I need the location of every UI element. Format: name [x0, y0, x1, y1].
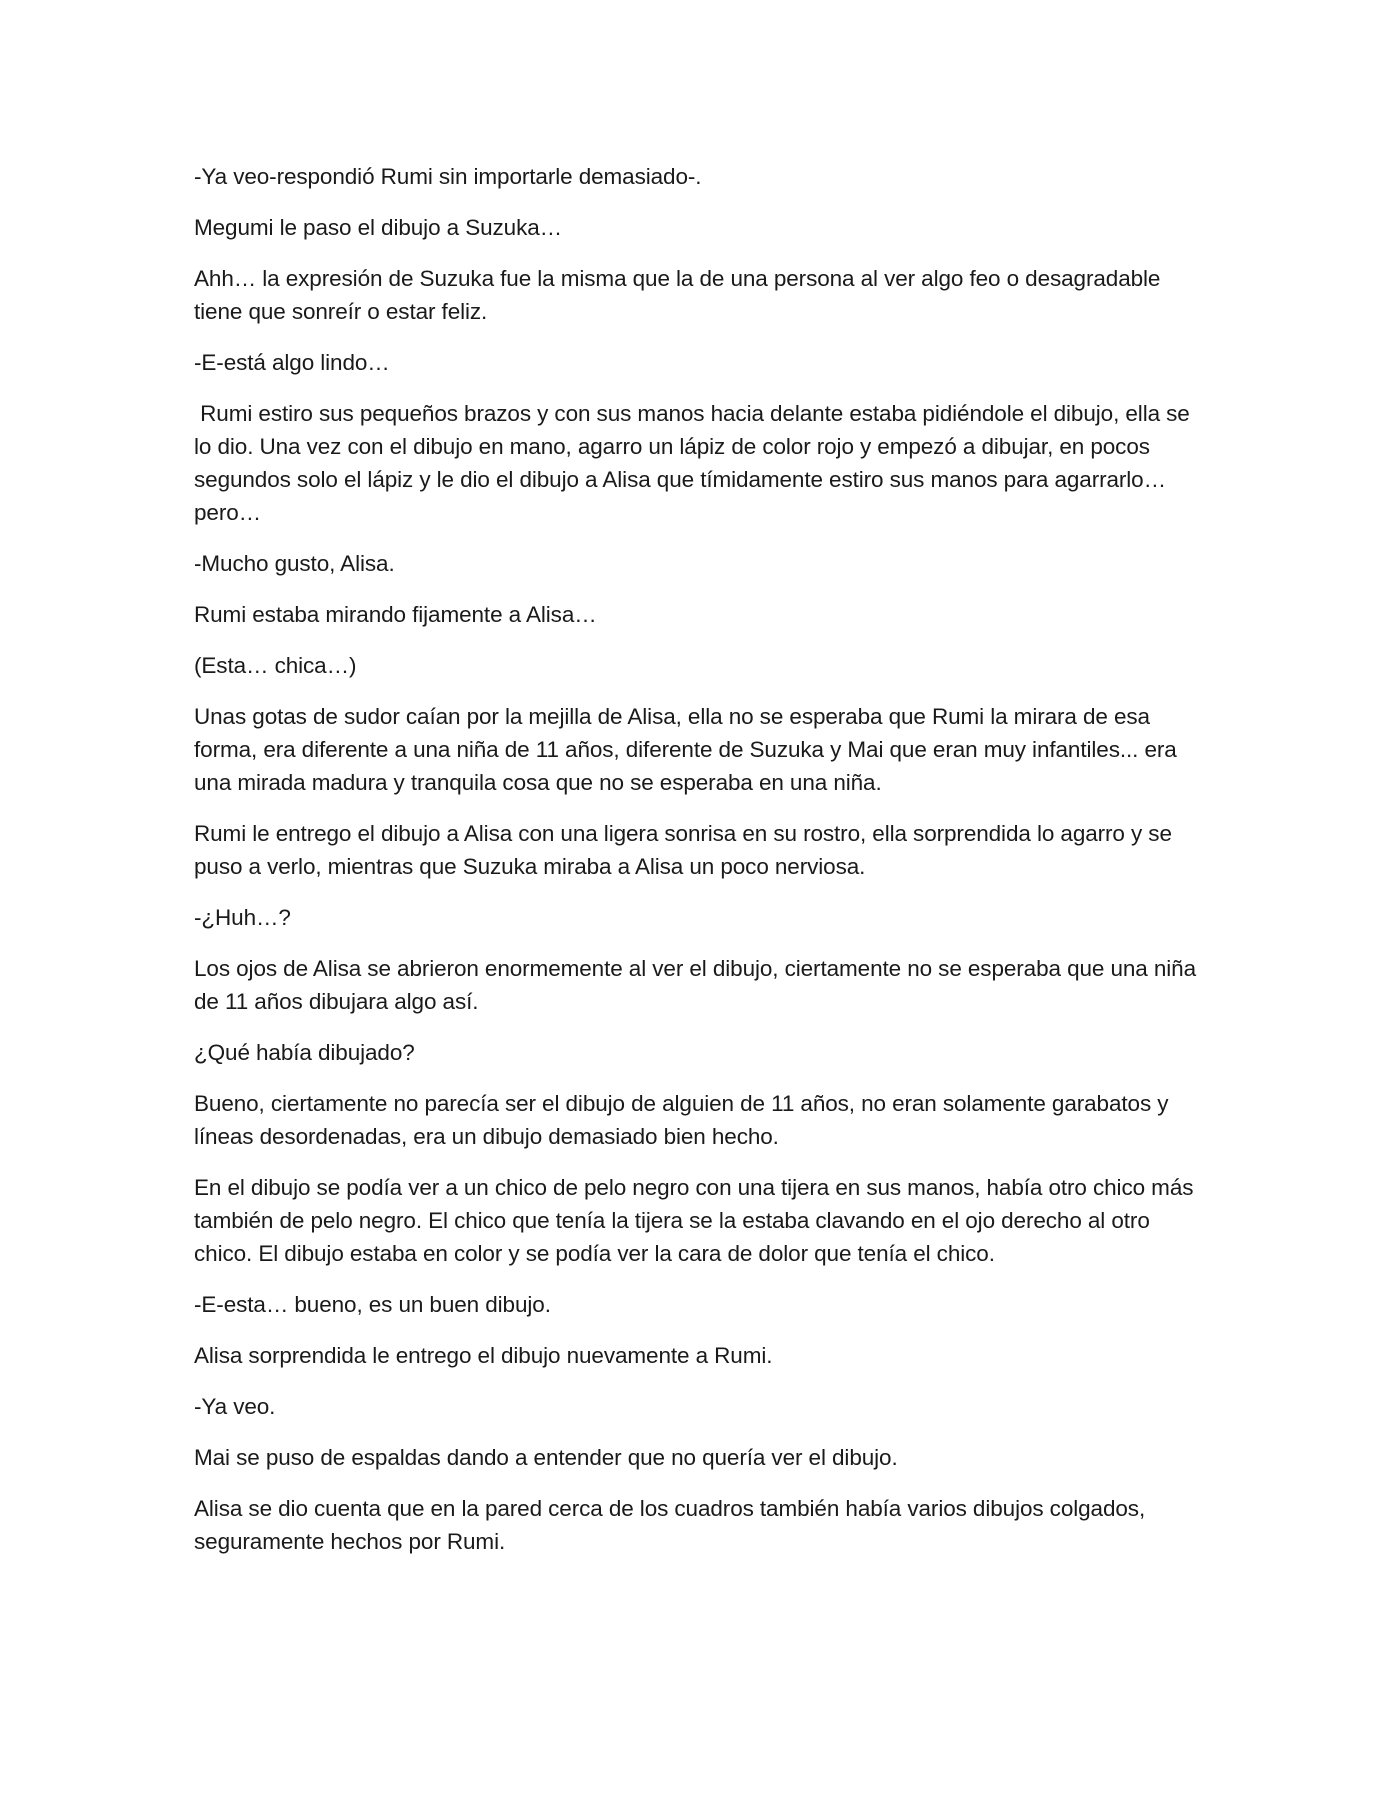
paragraph: Unas gotas de sudor caían por la mejilla de Alisa, ella no se esperaba que Rumi la mirara de esa forma, era diferente a una niña de 11 años, diferente de Suzuka y Mai que eran muy infantiles... era una mirada madura y tranquila cosa que no se esperaba en una niña.	[194, 704, 1177, 795]
paragraph: -E-esta… bueno, es un buen dibujo.	[194, 1292, 551, 1317]
paragraph: ¿Qué había dibujado?	[194, 1040, 415, 1065]
paragraph: Alisa sorprendida le entrego el dibujo nuevamente a Rumi.	[194, 1343, 773, 1368]
paragraph: Bueno, ciertamente no parecía ser el dibujo de alguien de 11 años, no eran solamente garabatos y líneas desordenadas, era un dibujo demasiado bien hecho.	[194, 1091, 1169, 1149]
paragraph: -Ya veo-respondió Rumi sin importarle demasiado-.	[194, 164, 702, 189]
paragraph: -Mucho gusto, Alisa.	[194, 551, 395, 576]
paragraph: Rumi estaba mirando fijamente a Alisa…	[194, 602, 597, 627]
paragraph: En el dibujo se podía ver a un chico de pelo negro con una tijera en sus manos, había otro chico más también de pelo negro. El chico que tenía la tijera se la estaba clavando en el ojo derecho al otro chico. El dibujo estaba en color y se podía ver la cara de dolor que tenía el chico.	[194, 1175, 1194, 1266]
paragraph: -E-está algo lindo…	[194, 350, 390, 375]
paragraph: Ahh… la expresión de Suzuka fue la misma que la de una persona al ver algo feo o desagradable tiene que sonreír o estar feliz.	[194, 266, 1161, 324]
document-body	[194, 160, 1204, 1576]
paragraph: Alisa se dio cuenta que en la pared cerca de los cuadros también había varios dibujos colgados, seguramente hechos por Rumi.	[194, 1496, 1146, 1554]
paragraph: Megumi le paso el dibujo a Suzuka…	[194, 215, 563, 240]
paragraph: Rumi estiro sus pequeños brazos y con sus manos hacia delante estaba pidiéndole el dibujo, ella se lo dio. Una vez con el dibujo en mano, agarro un lápiz de color rojo y empezó a dibujar, en pocos segundos solo el lápiz y le dio el dibujo a Alisa que tímidamente estiro sus manos para agarrarlo… pero…	[194, 401, 1196, 525]
paragraph: Mai se puso de espaldas dando a entender que no quería ver el dibujo.	[194, 1445, 898, 1470]
paragraph: Rumi le entrego el dibujo a Alisa con una ligera sonrisa en su rostro, ella sorprendida lo agarro y se puso a verlo, mientras que Suzuka miraba a Alisa un poco nerviosa.	[194, 821, 1172, 879]
paragraph: -¿Huh…?	[194, 905, 291, 930]
paragraph: Los ojos de Alisa se abrieron enormemente al ver el dibujo, ciertamente no se esperaba que una niña de 11 años dibujara algo así.	[194, 956, 1196, 1014]
paragraph: -Ya veo.	[194, 1394, 276, 1419]
paragraph: (Esta… chica…)	[194, 653, 357, 678]
